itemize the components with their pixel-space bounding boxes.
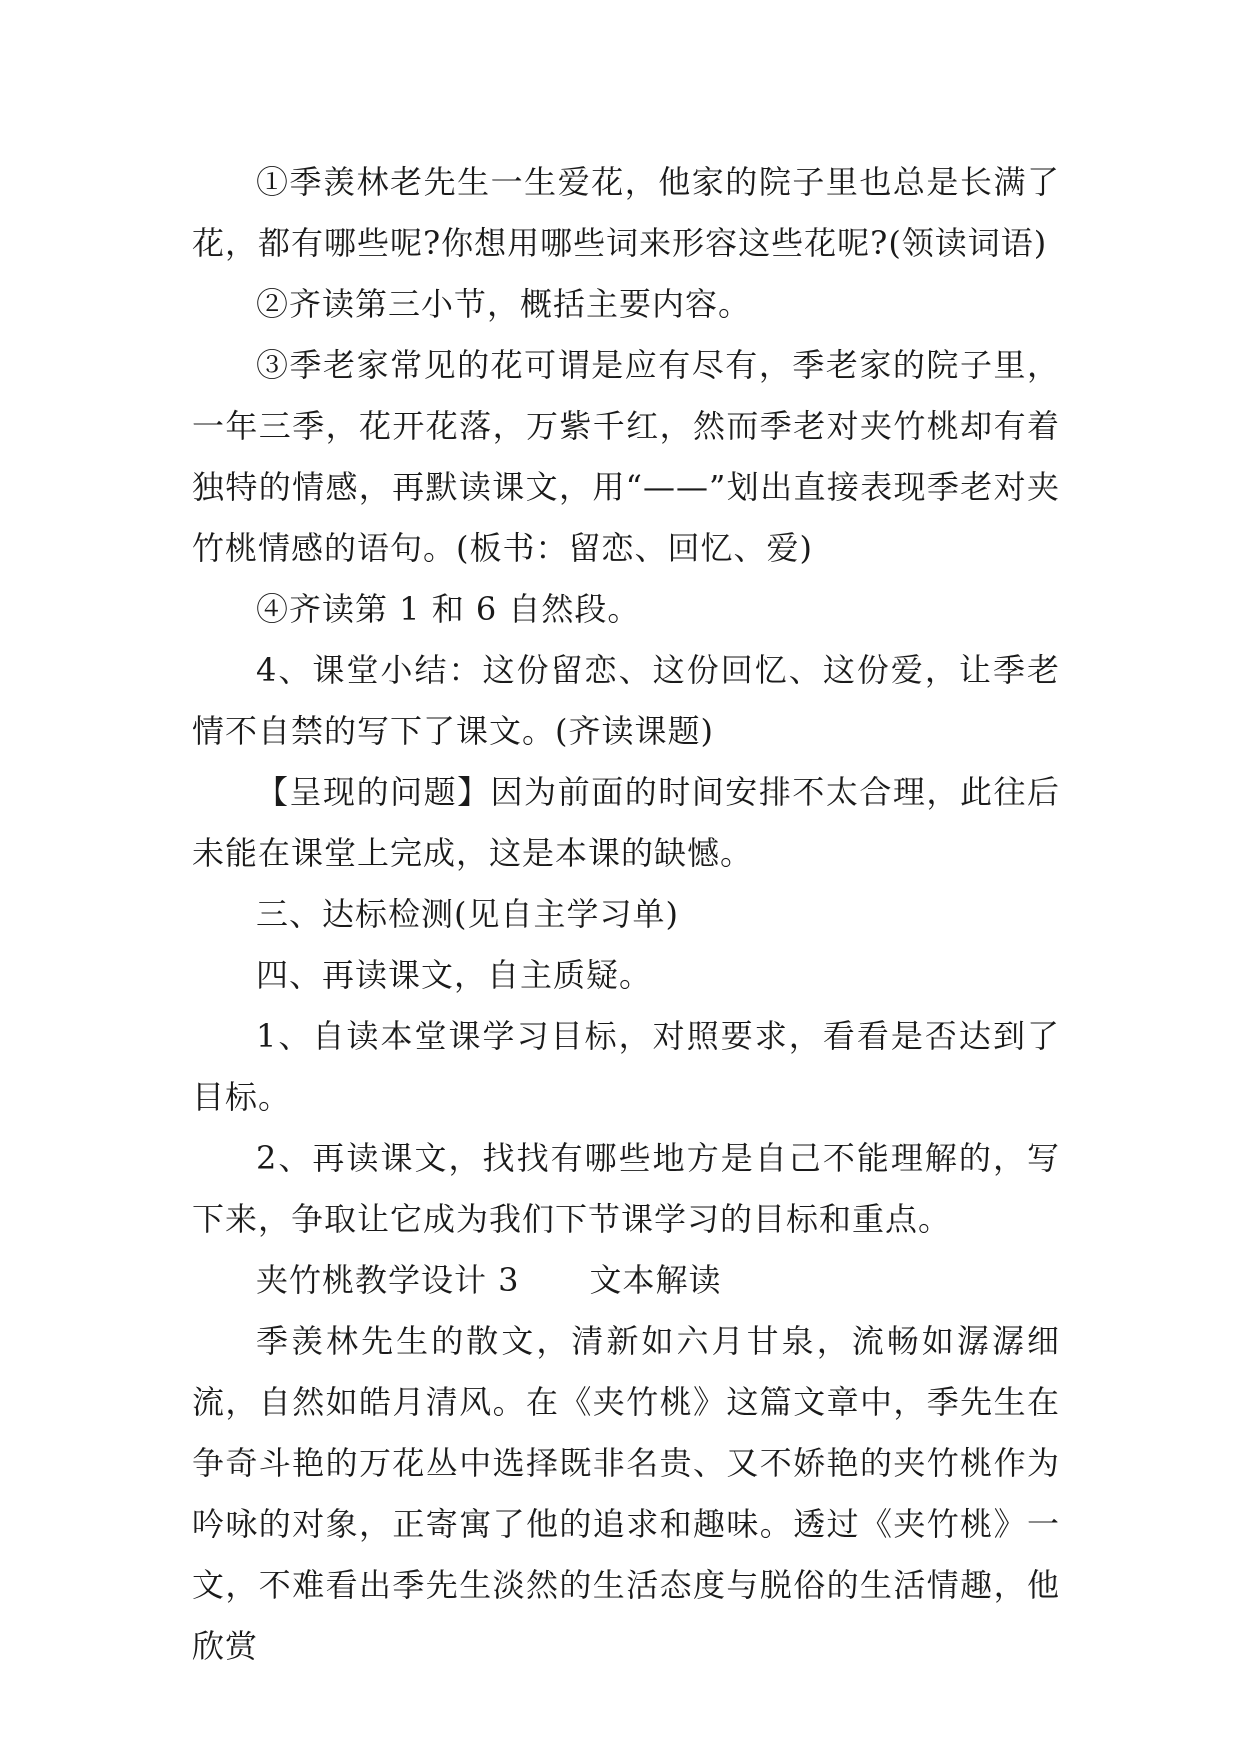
paragraph-4: ④齐读第 1 和 6 自然段。	[256, 590, 641, 628]
paragraph-2: ②齐读第三小节，概括主要内容。	[256, 285, 752, 323]
paragraph-3: ③季老家常见的花可谓是应有尽有，季老家的院子里，一年三季，花开花落，万紫千红，然而季老对夹竹桃却有着独特的情感，再默读课文，用“——”划出直接表现季老对夹竹桃情感的语句。(板书：留恋、回忆、爱)	[192, 346, 1060, 567]
paragraph-11: 季羡林先生的散文，清新如六月甘泉，流畅如潺潺细流，自然如皓月清风。在《夹竹桃》这篇文章中，季先生在争奇斗艳的万花丛中选择既非名贵、又不娇艳的夹竹桃作为吟咏的对象，正寄寓了他的追求和趣味。透过《夹竹桃》一文，不难看出季先生淡然的生活态度与脱俗的生活情趣，他欣赏	[192, 1322, 1060, 1665]
paragraph-8: 四、再读课文，自主质疑。	[256, 956, 653, 994]
paragraph-10: 2、再读课文，找找有哪些地方是自己不能理解的，写下来，争取让它成为我们下节课学习的目标和重点。	[192, 1139, 1060, 1238]
section-title-sub: 文本解读	[589, 1261, 722, 1299]
paragraph-1: ①季羡林老先生一生爱花，他家的院子里也总是长满了花，都有哪些呢?你想用哪些词来形容这些花呢?(领读词语)	[192, 163, 1060, 262]
section-title-main: 夹竹桃教学设计 3	[256, 1261, 520, 1299]
paragraph-9: 1、自读本堂课学习目标，对照要求，看看是否达到了目标。	[192, 1017, 1060, 1116]
section-title	[192, 1250, 1060, 1311]
paragraph-6: 【呈现的问题】因为前面的时间安排不太合理，此往后未能在课堂上完成，这是本课的缺憾。	[192, 773, 1060, 872]
paragraph-5: 4、课堂小结：这份留恋、这份回忆、这份爱，让季老情不自禁的写下了课文。(齐读课题)	[192, 651, 1060, 750]
paragraph-7: 三、达标检测(见自主学习单)	[256, 895, 679, 933]
document-body	[192, 152, 1060, 1677]
